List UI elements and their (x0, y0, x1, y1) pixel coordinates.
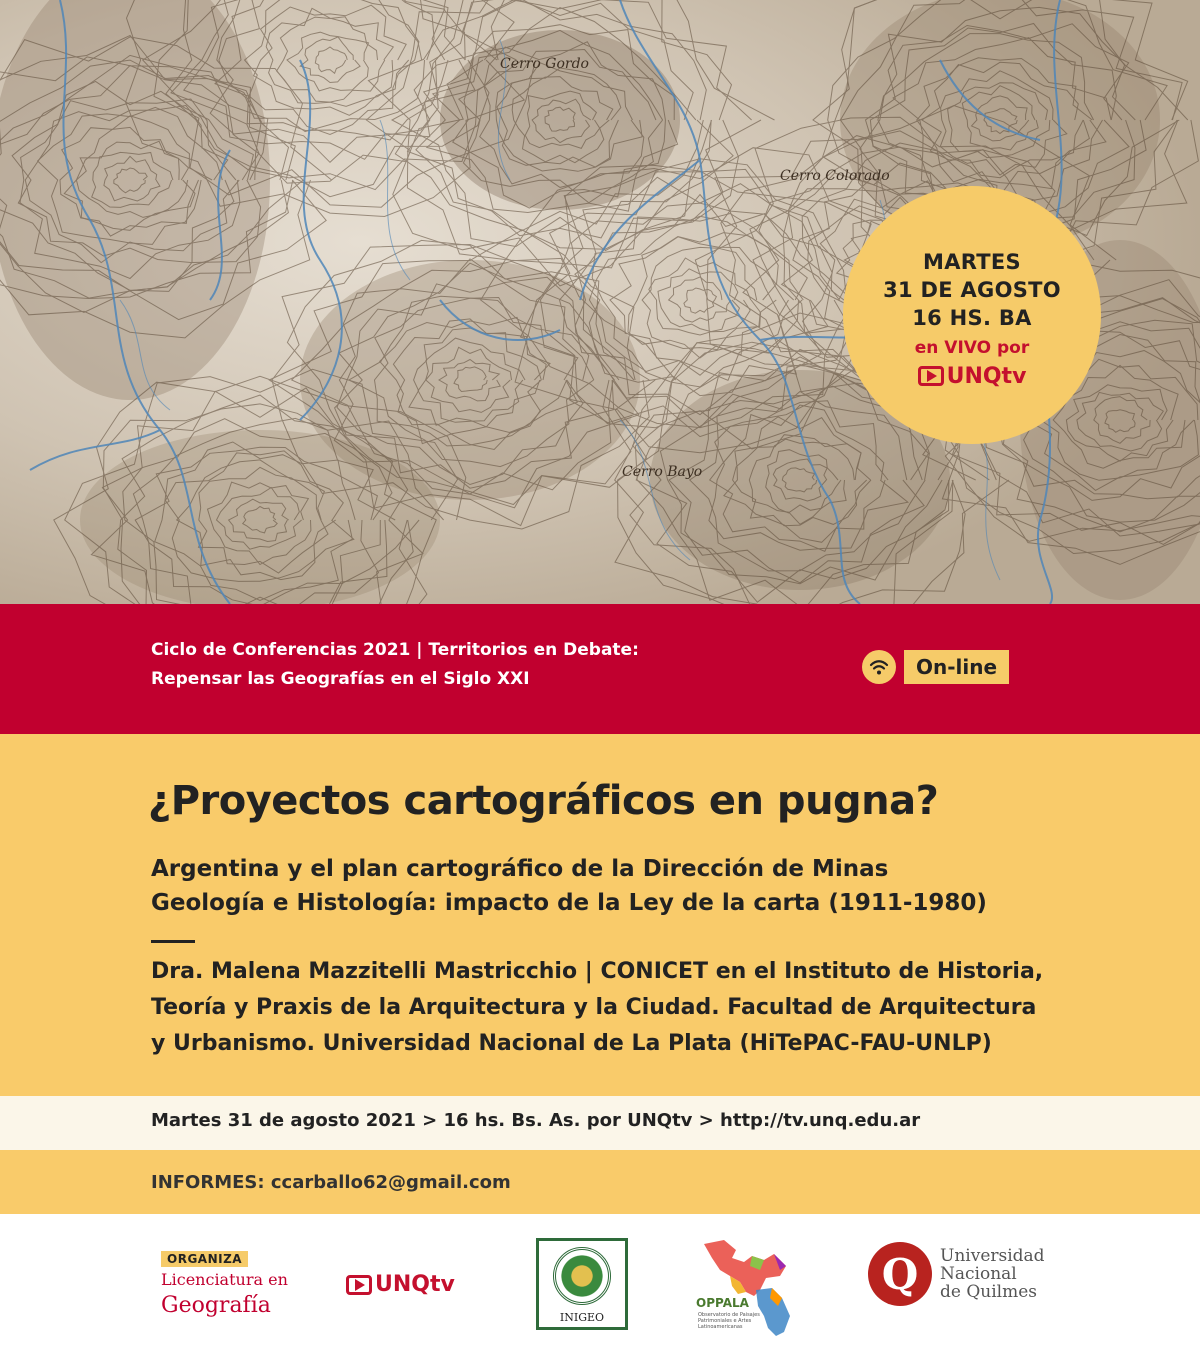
play-icon (346, 1275, 372, 1295)
informes-text[interactable]: INFORMES: ccarballo62@gmail.com (151, 1172, 511, 1193)
logo-inigeo[interactable] (536, 1238, 628, 1330)
quilmes-q-icon: Q (868, 1242, 932, 1306)
badge-time: 16 HS. BA (912, 305, 1032, 330)
informes-row (0, 1150, 1200, 1214)
play-icon (918, 366, 944, 386)
online-label: On-line (904, 650, 1009, 684)
licenciatura-line-1: Licenciatura en (161, 1270, 288, 1289)
logo-unqtv-label: UNQtv (375, 1272, 455, 1297)
map-label-cerro-gordo: Cerro Gordo (500, 56, 589, 72)
organiza-tag: ORGANIZA (161, 1251, 248, 1267)
badge-day: MARTES (923, 249, 1021, 274)
map-label-cerro-bayo: Cerro Bayo (622, 464, 703, 480)
logo-licenciatura-geografia[interactable] (161, 1248, 288, 1319)
speaker-line-1: Dra. Malena Mazzitelli Mastricchio | CONICET en el Instituto de Historia, (151, 959, 1044, 984)
divider (151, 940, 195, 943)
badge-unqtv-label: UNQtv (946, 363, 1027, 389)
talk-subtitle (151, 852, 1151, 920)
speaker-info (151, 954, 1161, 1062)
oppala-label: OPPALA (696, 1296, 749, 1310)
sponsor-logos (0, 1214, 1200, 1360)
hero-map (0, 0, 1200, 604)
subtitle-line-1: Argentina y el plan cartográfico de la Dirección de Minas (151, 856, 889, 882)
wifi-icon (862, 650, 896, 684)
speaker-line-3: y Urbanismo. Universidad Nacional de La Plata (HiTePAC-FAU-UNLP) (151, 1031, 992, 1056)
logo-unqtv[interactable] (346, 1272, 455, 1297)
university-seal-icon (553, 1247, 611, 1305)
badge-date: 31 DE AGOSTO (883, 277, 1061, 302)
badge-unqtv-logo[interactable] (918, 364, 1027, 389)
speaker-line-2: Teoría y Praxis de la Arquitectura y la Ciudad. Facultad de Arquitectura (151, 995, 1037, 1020)
inigeo-label: INIGEO (559, 1311, 605, 1324)
subtitle-line-2: Geología e Histología: impacto de la Ley de la carta (1911-1980) (151, 890, 987, 916)
licenciatura-line-2: Geografía (161, 1293, 271, 1318)
date-badge (843, 186, 1101, 444)
talk-title: ¿Proyectos cartográficos en pugna? (148, 778, 939, 824)
series-line-2: Repensar las Geografías en el Siglo XXI (151, 669, 530, 689)
logo-universidad-quilmes[interactable] (868, 1242, 1045, 1306)
series-line-1: Ciclo de Conferencias 2021 | Territorios en Debate: (151, 640, 639, 660)
map-label-cerro-colorado: Cerro Colorado (780, 168, 890, 184)
badge-live-label: en VIVO por (914, 337, 1030, 358)
series-band (0, 604, 1200, 734)
logo-oppala[interactable] (694, 1236, 804, 1336)
quilmes-line-3: de Quilmes (940, 1282, 1038, 1302)
schedule-row (0, 1096, 1200, 1150)
online-indicator (862, 650, 1009, 684)
schedule-text[interactable]: Martes 31 de agosto 2021 > 16 hs. Bs. As. por UNQtv > http://tv.unq.edu.ar (151, 1110, 921, 1131)
quilmes-name (940, 1247, 1045, 1301)
series-title (151, 636, 639, 694)
quilmes-line-2: Nacional (940, 1264, 1017, 1284)
quilmes-line-1: Universidad (940, 1246, 1045, 1266)
talk-details (0, 734, 1200, 1096)
oppala-subtitle: Observatorio de Paisajes Patrimoniales e Artes Latinoamericanas (698, 1312, 760, 1330)
